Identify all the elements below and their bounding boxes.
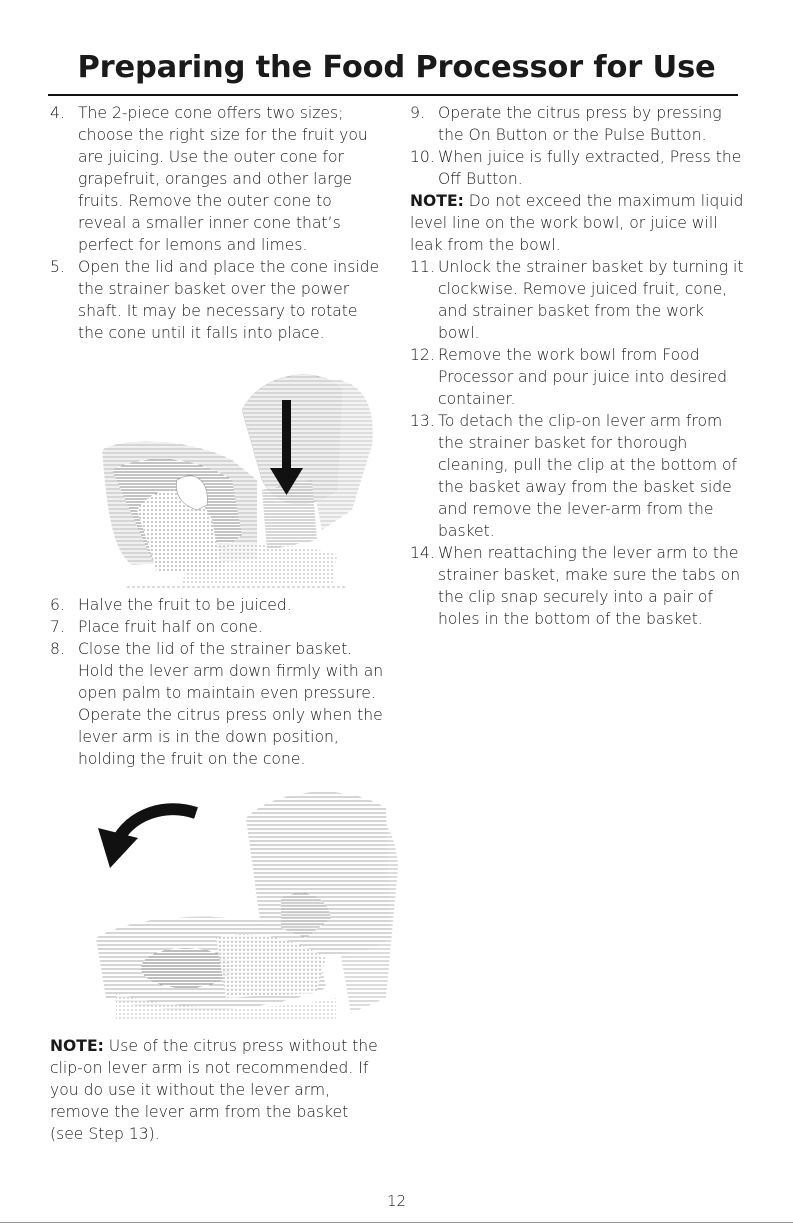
step-text: Unlock the strainer basket by turning it clockwise. Remove juiced fruit, cone, and strainer basket from the work bowl. [438, 258, 744, 342]
right-column [410, 102, 750, 630]
title-rule [48, 94, 738, 96]
step-text: Operate the citrus press by pressing the On Button or the Pulse Button. [438, 104, 722, 144]
step-14 [410, 542, 750, 630]
page-number: 12 [386, 1192, 407, 1210]
step-8 [50, 638, 385, 770]
note-left [50, 1035, 385, 1145]
step-text: Open the lid and place the cone inside the strainer basket over the power shaft. It may be necessary to rotate the cone until it falls into place. [78, 258, 380, 342]
step-9 [410, 102, 750, 146]
step-text: Close the lid of the strainer basket. Hold the lever arm down firmly with an open palm to maintain even pressure. Operate the citrus press only when the lever arm is in the down position, holding the fruit on the cone. [78, 640, 384, 768]
step-number: 13. [410, 412, 435, 430]
step-text: When juice is fully extracted, Press the Off Button. [438, 148, 742, 188]
step-6 [50, 594, 385, 616]
step-text: Remove the work bowl from Food Processor and pour juice into desired container. [438, 346, 728, 408]
left-column [50, 102, 385, 1145]
figure-cone-placement [82, 360, 392, 590]
step-4 [50, 102, 385, 256]
step-text: To detach the clip-on lever arm from the strainer basket for thorough cleaning, pull the clip at the bottom of the basket away from the basket side and remove the lever-arm from the basket. [438, 412, 738, 540]
step-text: Halve the fruit to be juiced. [78, 596, 292, 614]
step-list-a [50, 102, 385, 344]
step-number: 4. [50, 104, 65, 122]
step-12 [410, 344, 750, 410]
note-label: NOTE: [410, 192, 464, 210]
step-text: The 2-piece cone offers two sizes; choose the right size for the fruit you are juicing. Use the outer cone for grapefruit, oranges and other large fruits. Remove the outer cone to reveal a smaller inner cone that’s perfect for lemons and limes. [78, 104, 368, 254]
hand-pressing-lever-illustration [86, 788, 406, 1023]
curved-arrow-icon [98, 809, 196, 868]
hand-placing-cone-illustration [82, 360, 392, 590]
step-number: 10. [410, 148, 435, 166]
note-right [410, 190, 750, 256]
step-11 [410, 256, 750, 344]
step-list-b [50, 594, 385, 770]
bottom-rule [0, 1222, 793, 1223]
step-number: 9. [410, 104, 425, 122]
note-label: NOTE: [50, 1037, 104, 1055]
step-13 [410, 410, 750, 542]
note-text: Use of the citrus press without the clip-on lever arm is not recommended. If you do use it without the lever arm, remove the lever arm from the basket (see Step 13). [50, 1037, 378, 1143]
step-number: 6. [50, 596, 65, 614]
step-7 [50, 616, 385, 638]
step-number: 14. [410, 544, 435, 562]
step-5 [50, 256, 385, 344]
step-number: 7. [50, 618, 65, 636]
step-10 [410, 146, 750, 190]
step-number: 8. [50, 640, 65, 658]
step-text: Place fruit half on cone. [78, 618, 263, 636]
step-text: When reattaching the lever arm to the strainer basket, make sure the tabs on the clip snap securely into a pair of holes in the bottom of the basket. [438, 544, 741, 628]
step-number: 12. [410, 346, 435, 364]
figure-lever-arm [86, 788, 406, 1023]
note-text: Do not exceed the maximum liquid level line on the work bowl, or juice will leak from the bowl. [410, 192, 744, 254]
step-number: 11. [410, 258, 435, 276]
step-number: 5. [50, 258, 65, 276]
page-title: Preparing the Food Processor for Use [77, 50, 716, 85]
